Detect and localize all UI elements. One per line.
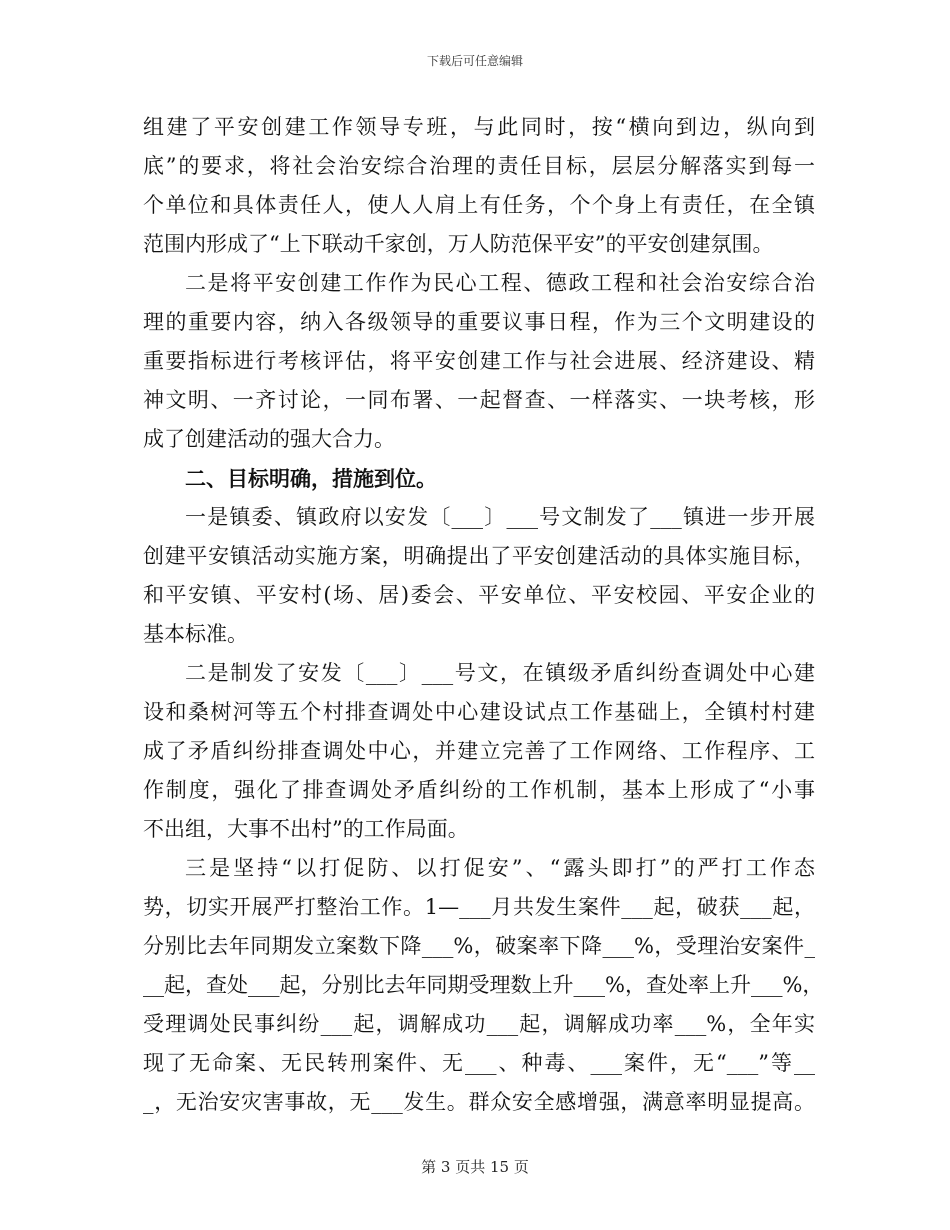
text-line: 作制度，强化了排查调处矛盾纠纷的工作机制，基本上形成了“小事 [143,778,815,802]
text-line: 个单位和具体责任人，使人人肩上有任务，个个身上有责任，在全镇 [143,193,815,217]
text-line: 范围内形成了“上下联动千家创，万人防范保平安”的平安创建氛围。 [143,232,774,256]
text-line: 一是镇委、镇政府以安发〔___〕___号文制发了___镇进一步开展 [185,505,815,529]
text-line: 神文明、一齐讨论，一同布署、一起督查、一样落实、一块考核，形 [143,388,815,412]
page-header: 下载后可任意编辑 [426,54,523,68]
text-line: 成了矛盾纠纷排查调处中心，并建立完善了工作网络、工作程序、工 [143,739,815,763]
text-line: 设和桑树河等五个村排查调处中心建设试点工作基础上，全镇村村建 [143,700,815,724]
text-line: 分别比去年同期发立案数下降___%，破案率下降___%，受理治安案件_ [143,934,815,958]
text-line: 势，切实开展严打整治工作。1—___月共发生案件___起，破获___起， [143,895,815,919]
text-line: 基本标准。 [143,622,248,646]
section-heading [143,459,815,498]
text-line: 成了创建活动的强大合力。 [143,427,395,451]
page-footer: 第 3 页共 15 页 [421,1158,529,1176]
text-line: 组建了平安创建工作领导专班，与此同时，按“横向到边，纵向到 [143,115,815,139]
text-line: 创建平安镇活动实施方案，明确提出了平安创建活动的具体实施目标， [143,544,815,568]
text-line: 受理调处民事纠纷___起，调解成功___起，调解成功率___%，全年实 [143,1012,815,1036]
paragraph [143,264,815,459]
text-line: __起，查处___起，分别比去年同期受理数上升___%，查处率上升___%， [143,973,824,997]
document-body [143,108,824,1122]
paragraph [143,108,815,264]
text-line: 底”的要求，将社会治安综合治理的责任目标，层层分解落实到每一 [143,154,815,178]
heading-text: 二、目标明确，措施到位。 [185,466,437,491]
paragraph [143,498,815,654]
text-line: _，无治安灾害事故，无___发生。群众安全感增强，满意率明显提高。 [143,1090,815,1114]
text-line: 二是将平安创建工作作为民心工程、德政工程和社会治安综合治 [185,271,815,295]
text-line: 重要指标进行考核评估，将平安创建工作与社会进展、经济建设、精 [143,349,815,373]
paragraph [143,654,815,849]
text-line: 理的重要内容，纳入各级领导的重要议事日程，作为三个文明建设的 [143,310,815,334]
text-line: 和平安镇、平安村(场、居)委会、平安单位、平安校园、平安企业的 [143,583,815,607]
text-line: 三是坚持“以打促防、以打促安”、“露头即打”的严打工作态 [185,856,815,880]
text-line: 现了无命案、无民转刑案件、无___、种毒、___案件，无“___”等__ [143,1051,815,1075]
text-line: 二是制发了安发〔___〕___号文，在镇级矛盾纠纷查调处中心建 [185,661,815,685]
paragraph [143,849,824,1122]
text-line: 不出组，大事不出村”的工作局面。 [143,817,469,841]
